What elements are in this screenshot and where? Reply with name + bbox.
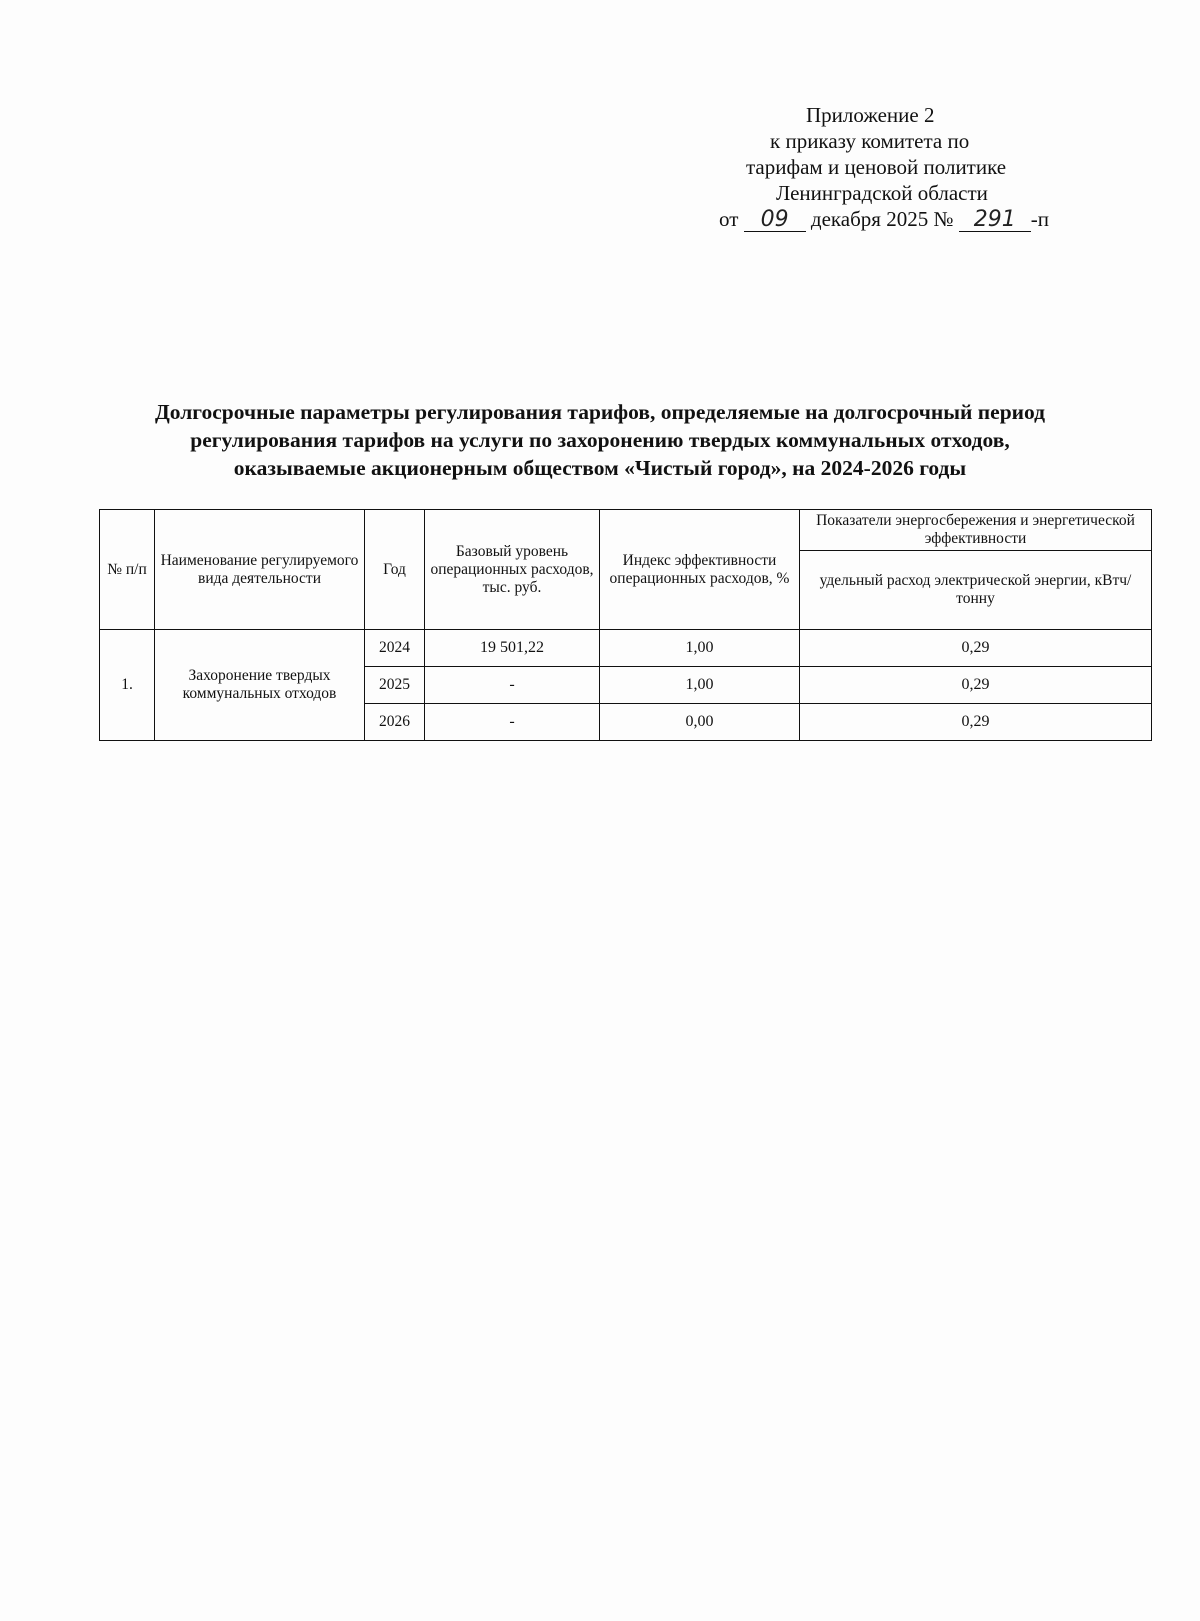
- title-line-2: регулирования тарифов на услуги по захоронению твердых коммунальных отходов,: [190, 428, 1010, 452]
- base-expenses-cell: 19 501,22: [425, 630, 600, 667]
- header-energy-indicators: Показатели энергосбережения и энергетической эффективности: [800, 510, 1152, 551]
- year-cell: 2024: [365, 630, 425, 667]
- order-day-handwritten: 09: [744, 209, 806, 232]
- header-electricity-consumption: удельный расход электрической энергии, кВтч/тонну: [800, 551, 1152, 630]
- electricity-consumption-cell: 0,29: [800, 630, 1152, 667]
- tariff-parameters-table: [99, 509, 1152, 741]
- order-date-text: декабря 2025 №: [810, 207, 954, 231]
- year-cell: 2025: [365, 667, 425, 704]
- electricity-consumption-cell: 0,29: [800, 667, 1152, 704]
- base-expenses-cell: -: [425, 667, 600, 704]
- header-base-expenses: Базовый уровень операционных расходов, тыс. руб.: [425, 510, 600, 630]
- efficiency-index-cell: 1,00: [600, 667, 800, 704]
- order-reference-line: к приказу комитета по: [770, 129, 970, 153]
- year-cell: 2026: [365, 704, 425, 741]
- order-prefix: от: [719, 207, 739, 231]
- header-efficiency-index: Индекс эффективности операционных расходов, %: [600, 510, 800, 630]
- title-line-1: Долгосрочные параметры регулирования тарифов, определяемые на долгосрочный период: [154, 400, 1046, 424]
- header-row-number: № п/п: [100, 510, 155, 630]
- order-date-line: [719, 206, 1049, 232]
- document-title: [80, 398, 1120, 482]
- header-activity-name: Наименование регулируемого вида деятельности: [155, 510, 365, 630]
- committee-name-line: тарифам и ценовой политике: [746, 155, 1007, 179]
- row-number-cell: 1.: [100, 630, 155, 741]
- base-expenses-cell: -: [425, 704, 600, 741]
- efficiency-index-cell: 0,00: [600, 704, 800, 741]
- efficiency-index-cell: 1,00: [600, 630, 800, 667]
- region-name-line: Ленинградской области: [776, 181, 988, 205]
- order-number-handwritten: 291: [959, 209, 1031, 232]
- order-suffix: -п: [1030, 207, 1049, 231]
- electricity-consumption-cell: 0,29: [800, 704, 1152, 741]
- header-year: Год: [365, 510, 425, 630]
- activity-name-cell: Захоронение твердых коммунальных отходов: [155, 630, 365, 741]
- appendix-label: Приложение 2: [806, 103, 935, 127]
- table-row: [100, 630, 1152, 667]
- title-line-3: оказываемые акционерным обществом «Чистый город», на 2024-2026 годы: [233, 456, 967, 480]
